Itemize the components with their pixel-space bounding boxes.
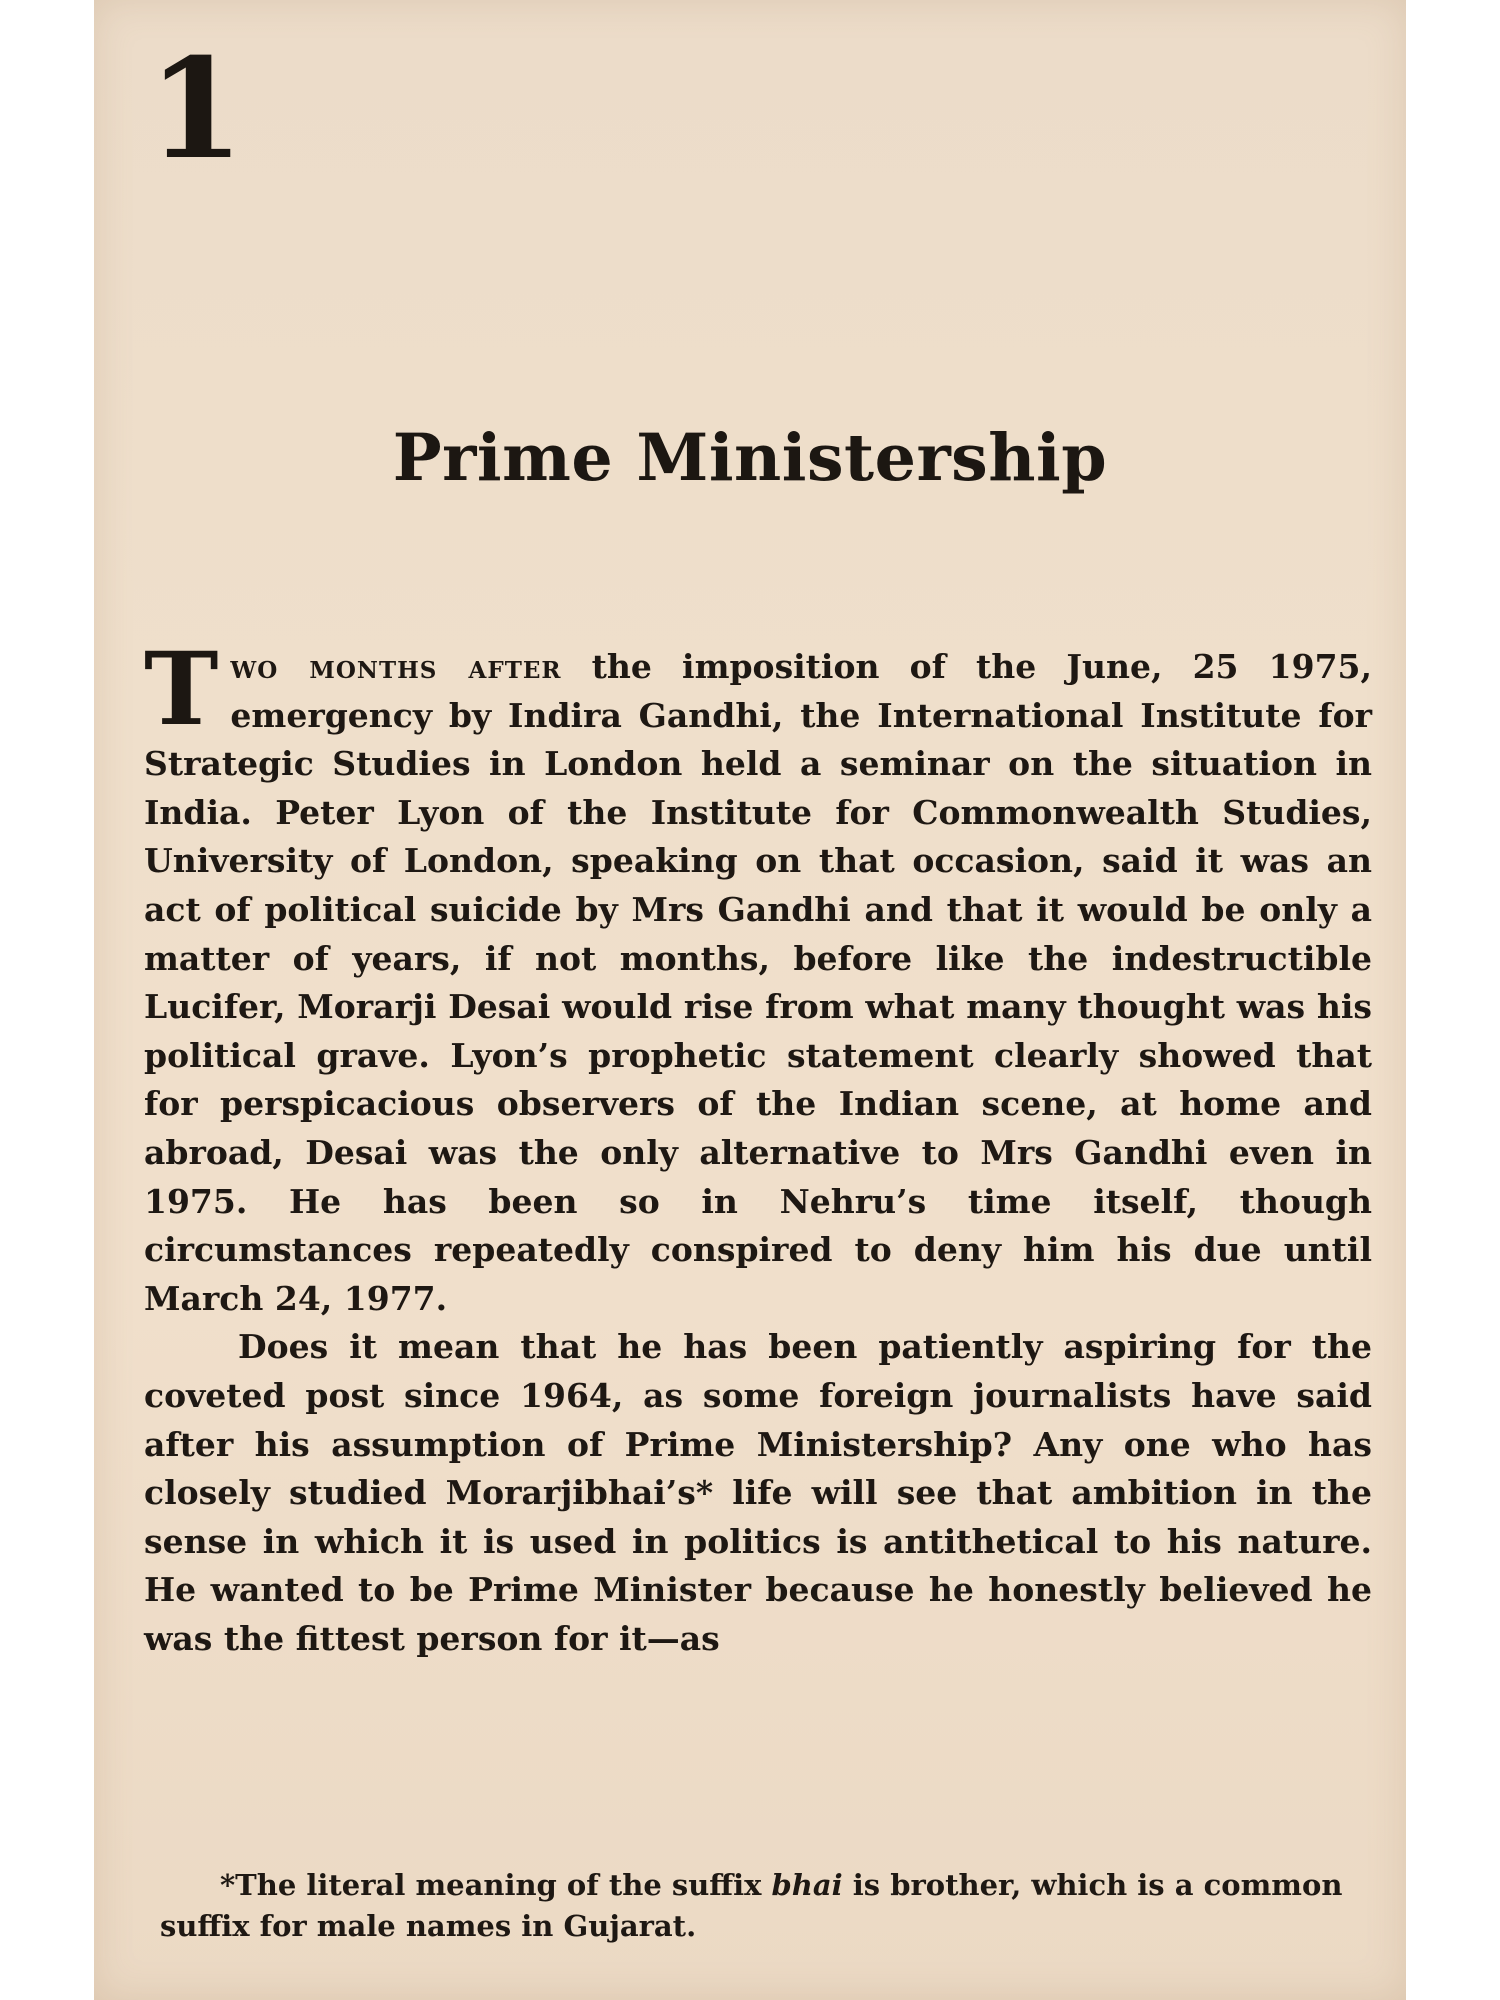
footnote-text [160,1865,1372,1947]
chapter-number: 1 [148,27,245,190]
paragraph-1-text: the imposition of the June, 25 1975, emergency by Indira Gandhi, the International Institute for Strategic Studies in London held a seminar on the situation in India. Peter Lyon of the Institute for Commonwealth Studies, University of London, speaking on that occasion, said it was an act of political suicide by Mrs Gandhi and that it would be only a matter of years, if not months, before like the indestructible Lucifer, Morarji Desai would rise from what many thought was his political grave. Lyon’s prophetic statement clearly showed that for perspicacious observers of the Indian scene, at home and abroad, Desai was the only alternative to Mrs Gandhi even in 1975. He has been so in Nehru’s time itself, though circumstances repeatedly conspired to deny him his due until March 24, 1977. [144,647,1372,1318]
footnote [160,1865,1372,1947]
footnote-prefix: *The literal meaning of the suffix [220,1868,772,1902]
lead-in-small-caps: wo months after [230,647,562,686]
chapter-title: Prime Ministership [392,420,1108,496]
paragraph-1 [144,630,1372,1323]
footnote-italic-word: bhai [771,1868,843,1902]
paragraph-2: Does it mean that he has been patiently aspiring for the coveted post since 1964, as some foreign journalists have said after his assumption of Prime Ministership? Any one who has closely studied Morarjibhai’s* life will see that ambition in the sense in which it is used in politics is antithetical to his nature. He wanted to be Prime Minister because he honestly believed he was the fittest person for it—as [144,1327,1372,1658]
drop-cap: T [144,630,219,748]
footnote-suffix: is brother, which is a common suffix for male names in Gujarat. [160,1868,1343,1943]
chapter-body [144,630,1372,1663]
